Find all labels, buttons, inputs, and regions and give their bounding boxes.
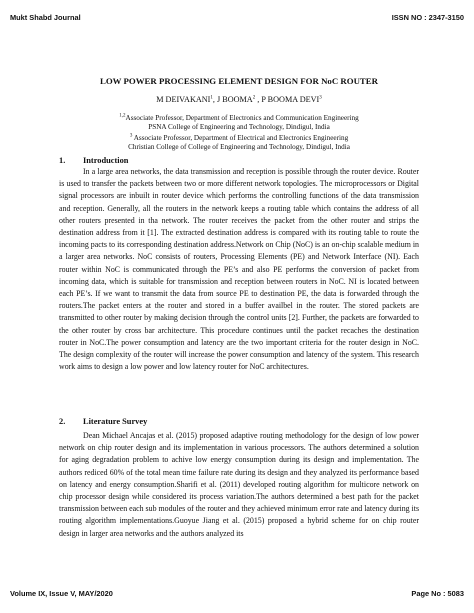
- author-1-sup: 1: [210, 95, 213, 101]
- paper-title: LOW POWER PROCESSING ELEMENT DESIGN FOR NoC ROUTER: [99, 76, 379, 86]
- author-line: [59, 95, 419, 104]
- author-3: , P BOOMA DEVI: [255, 95, 320, 104]
- section-1-title: Introduction: [83, 156, 129, 165]
- volume-issue: Volume IX, Issue V, MAY/2020: [10, 589, 113, 598]
- section-heading-introduction: [59, 156, 128, 165]
- affiliation-1-line-2: PSNA College of Engineering and Technology, Dindigul, India: [148, 123, 330, 131]
- affiliation-1-line-1: Associate Professor, Department of Electronics and Communication Engineering: [125, 114, 359, 122]
- affiliation-2: [59, 134, 419, 152]
- section-heading-literature-survey: [59, 417, 147, 426]
- running-header: [10, 13, 464, 22]
- affiliation-1-sup: 1,2: [119, 113, 126, 119]
- issn-number: ISSN NO : 2347-3150: [391, 13, 464, 22]
- section-2-number: 2.: [59, 417, 66, 426]
- author-2-sup: 2: [252, 95, 256, 101]
- literature-survey-paragraph: Dean Michael Ancajas et al. (2015) proposed adaptive routing methodology for the design of low power network on chip router design and its implementation in various processors. The authors determined a solution for aging degradation problem to achive low energy consumption during its design and implementation. The authors rediced 60% of the total mean time failure rate during its design and they analyzed its performance based on latency and energy consumption.Sharifi et al. (2011) developed routing algorithm for multicore network on chip processor design while considered its process variation.The authors determined a best path for the packet transmission between each sub modules of the router and they achieved minimum error rate and latency during its routing algorithm implementations.Guoyue Jiang et al. (2015) proposed a hybrid scheme for on chip router design in larger area networks and the authors analyzed its: [59, 431, 420, 538]
- affiliation-2-line-1: Associate Professor, Department of Electrical and Electronics Engineering: [132, 134, 349, 142]
- affiliation-1: [59, 114, 419, 132]
- section-2-title: Literature Survey: [83, 417, 148, 426]
- running-footer: [10, 589, 464, 598]
- page-number: Page No : 5083: [411, 589, 464, 598]
- affiliation-2-line-2: Christian College of College of Engineering and Technology, Dindigul, India: [128, 143, 350, 151]
- section-1-number: 1.: [59, 156, 66, 165]
- journal-name: Mukt Shabd Journal: [10, 13, 81, 22]
- affiliation-2-sup: 3: [129, 133, 133, 139]
- introduction-paragraph: In a large area networks, the data transmission and reception is possible through the router device. Router is used to transfer the packets between two or more different network topologies. The microprocessors or Digital signal processors are inbuilt in router device which performs the controlling functions of the data transmission and reception. Generally, all the routers in the network keeps a routing table which contains the address of all other routers presented in tha network. The router receives the packet from the other router and strips the destination address from it [1]. The extracted destination address is compared with its routing table to route the incoming pacts to its corresponding destination address.Network on Chip (NoC) is an on-chip scalable medium in a larger area networks. NoC consists of routers, Processing Elements (PE) and Network Interface (NI). Each router within NoC is communicated through the PE’s and also PE performs the conversion of packet from incoming data, which is suitable for transmission and reception between routers in NoC. NI is located between each PE’s. If we want to transmit the data from source PE to destination PE, the data is forwarded through the routers.The packet enters at the router and stored in a buffer availbel in the router. The stored packets are transmitted to other router by making decision through the control units [2]. Further, the packets are forwarded to the other router by cross bar architecture. This procedure continues until the packet recaches the destination router in NoC.The power consumption and latency are the two important criteria for the router design in NoC. The design complexity of the router will increase the power consumption and latency of the system. This research work aims to design a low power and low latency router for NoC architectures.: [59, 167, 419, 372]
- author-2: , J BOOMA: [212, 95, 253, 104]
- author-1: M DEIVAKANI: [156, 95, 211, 104]
- author-3-sup: 3: [319, 95, 322, 101]
